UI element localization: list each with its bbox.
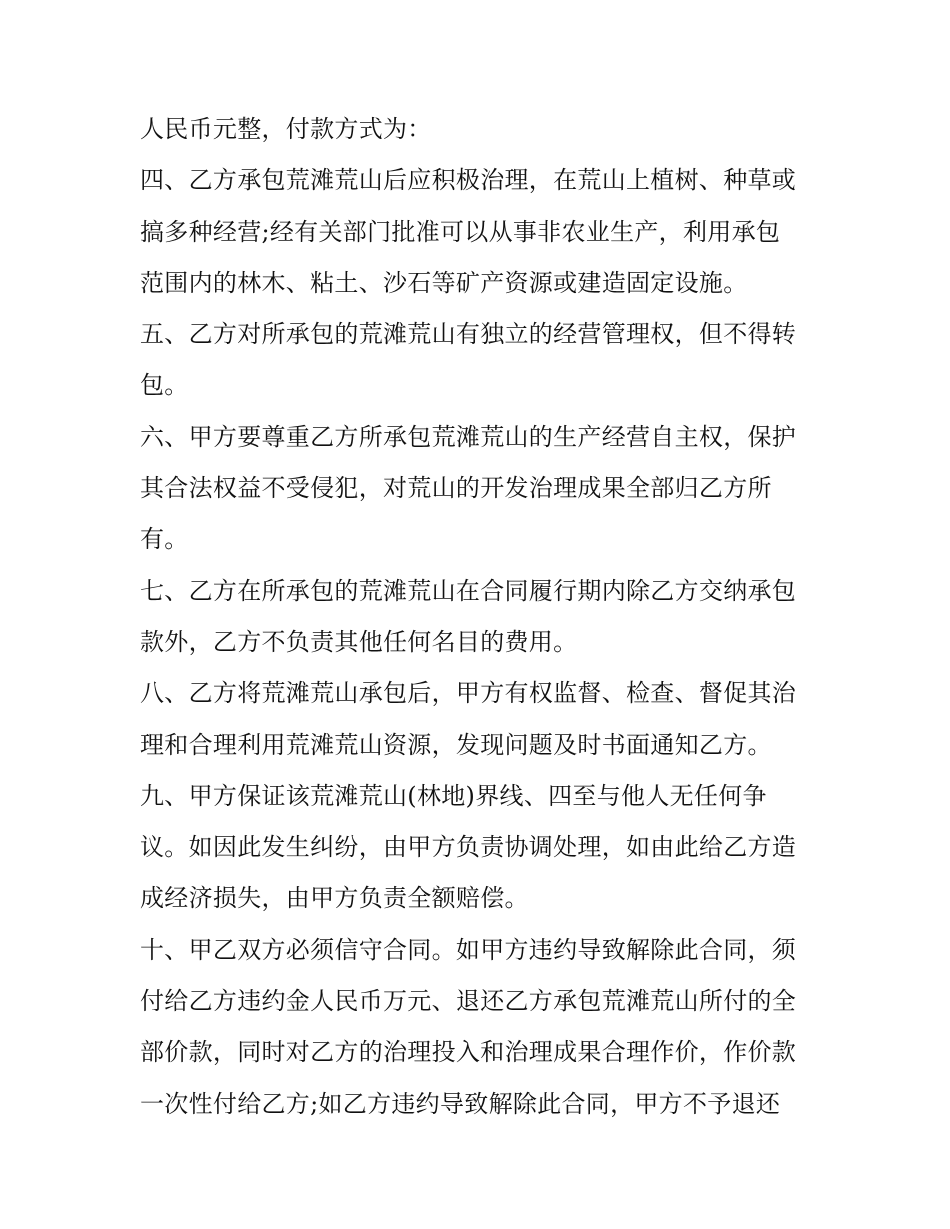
text-line: 范围内的林木、粘土、沙石等矿产资源或建造固定设施。: [140, 268, 748, 297]
text-line: 包。: [140, 371, 189, 400]
contract-text: [140, 104, 820, 1130]
text-line: 款外，乙方不负责其他任何名目的费用。: [140, 627, 578, 656]
text-line: 五、乙方对所承包的荒滩荒山有独立的经营管理权，但不得转: [140, 320, 797, 349]
text-line: 其合法权益不受侵犯，对荒山的开发治理成果全部归乙方所: [140, 474, 772, 503]
text-line: 四、乙方承包荒滩荒山后应积极治理，在荒山上植树、种草或: [140, 166, 797, 195]
text-line: 付给乙方违约金人民币万元、退还乙方承包荒滩荒山所付的全: [140, 987, 797, 1016]
text-line: 八、乙方将荒滩荒山承包后，甲方有权监督、检查、督促其治: [140, 679, 797, 708]
text-line: 六、甲方要尊重乙方所承包荒滩荒山的生产经营自主权，保护: [140, 422, 797, 451]
text-line: 搞多种经营;经有关部门批准可以从事非农业生产，利用承包: [140, 217, 781, 246]
text-line: 有。: [140, 525, 189, 554]
text-line: 人民币元整，付款方式为：: [140, 115, 432, 143]
text-line: 议。如因此发生纠纷，由甲方负责协调处理，如由此给乙方造: [140, 833, 797, 862]
text-line: 九、甲方保证该荒滩荒山(林地)界线、四至与他人无任何争: [140, 781, 767, 810]
text-line: 七、乙方在所承包的荒滩荒山在合同履行期内除乙方交纳承包: [140, 576, 797, 605]
text-line: 十、甲乙双方必须信守合同。如甲方违约导致解除此合同，须: [140, 935, 797, 964]
text-line: 成经济损失，由甲方负责全额赔偿。: [140, 884, 529, 913]
text-line: 部价款，同时对乙方的治理投入和治理成果合理作价，作价款: [140, 1038, 797, 1067]
text-line: 一次性付给乙方;如乙方违约导致解除此合同，甲方不予退还: [140, 1089, 781, 1118]
text-line: 理和合理利用荒滩荒山资源，发现问题及时书面通知乙方。: [140, 730, 772, 759]
